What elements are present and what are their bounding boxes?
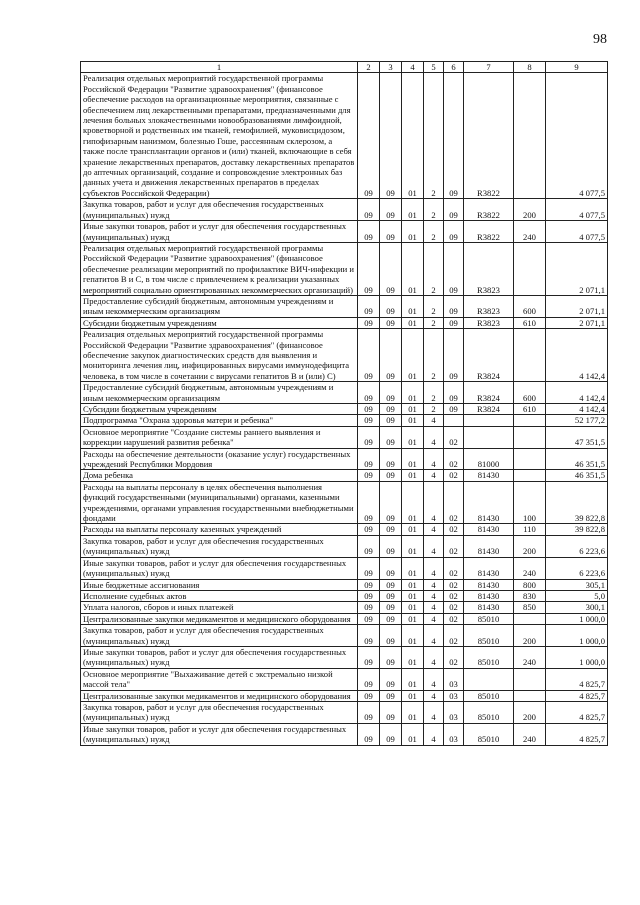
code-cell: 600 bbox=[514, 382, 546, 404]
code-cell: 01 bbox=[402, 524, 424, 535]
amount-cell: 52 177,2 bbox=[546, 415, 608, 426]
code-cell: 09 bbox=[380, 524, 402, 535]
code-cell: 4 bbox=[424, 701, 444, 723]
code-cell bbox=[514, 448, 546, 470]
code-cell: 240 bbox=[514, 221, 546, 243]
code-cell: 09 bbox=[380, 535, 402, 557]
code-cell: 09 bbox=[380, 404, 402, 415]
amount-cell: 5,0 bbox=[546, 590, 608, 601]
code-cell: 09 bbox=[380, 73, 402, 199]
code-cell: 09 bbox=[358, 701, 380, 723]
code-cell bbox=[514, 73, 546, 199]
code-cell: 09 bbox=[358, 470, 380, 481]
code-cell: 09 bbox=[358, 415, 380, 426]
code-cell: 09 bbox=[444, 242, 464, 295]
code-cell: 09 bbox=[380, 448, 402, 470]
code-cell: 01 bbox=[402, 668, 424, 690]
code-cell: 01 bbox=[402, 535, 424, 557]
amount-cell: 2 071,1 bbox=[546, 242, 608, 295]
code-cell: 200 bbox=[514, 535, 546, 557]
code-cell: R3822 bbox=[464, 221, 514, 243]
code-cell: 4 bbox=[424, 646, 444, 668]
code-cell bbox=[444, 415, 464, 426]
code-cell: 4 bbox=[424, 415, 444, 426]
amount-cell: 6 223,6 bbox=[546, 557, 608, 579]
table-row bbox=[81, 448, 608, 470]
row-name: Закупка товаров, работ и услуг для обеспечения государственных (муниципальных) нужд bbox=[81, 701, 358, 723]
code-cell: 09 bbox=[380, 625, 402, 647]
code-cell: 81430 bbox=[464, 579, 514, 590]
row-name: Дома ребенка bbox=[81, 470, 358, 481]
code-cell bbox=[514, 242, 546, 295]
code-cell: 09 bbox=[358, 404, 380, 415]
code-cell: 09 bbox=[358, 613, 380, 624]
code-cell: 110 bbox=[514, 524, 546, 535]
code-cell: 81000 bbox=[464, 448, 514, 470]
table-row bbox=[81, 613, 608, 624]
code-cell: 2 bbox=[424, 221, 444, 243]
amount-cell: 39 822,8 bbox=[546, 524, 608, 535]
code-cell: 85010 bbox=[464, 690, 514, 701]
row-name: Субсидии бюджетным учреждениям bbox=[81, 317, 358, 328]
code-cell: 4 bbox=[424, 557, 444, 579]
code-cell: 01 bbox=[402, 590, 424, 601]
code-cell: 09 bbox=[380, 295, 402, 317]
code-cell: 01 bbox=[402, 199, 424, 221]
table-row bbox=[81, 426, 608, 448]
code-cell: 85010 bbox=[464, 723, 514, 745]
code-cell: 2 bbox=[424, 73, 444, 199]
code-cell: R3823 bbox=[464, 242, 514, 295]
amount-cell: 1 000,0 bbox=[546, 613, 608, 624]
row-name: Закупка товаров, работ и услуг для обеспечения государственных (муниципальных) нужд bbox=[81, 199, 358, 221]
code-cell: 09 bbox=[380, 723, 402, 745]
code-cell bbox=[464, 415, 514, 426]
code-cell: 09 bbox=[380, 590, 402, 601]
row-name: Закупка товаров, работ и услуг для обеспечения государственных (муниципальных) нужд bbox=[81, 535, 358, 557]
code-cell: 09 bbox=[380, 481, 402, 524]
code-cell: 01 bbox=[402, 73, 424, 199]
code-cell: 09 bbox=[358, 329, 380, 382]
amount-cell: 6 223,6 bbox=[546, 535, 608, 557]
table-row bbox=[81, 481, 608, 524]
code-cell: 09 bbox=[358, 723, 380, 745]
amount-cell: 4 077,5 bbox=[546, 221, 608, 243]
code-cell: 03 bbox=[444, 701, 464, 723]
code-cell: 81430 bbox=[464, 481, 514, 524]
table-row bbox=[81, 404, 608, 415]
row-name: Реализация отдельных мероприятий государственной программы Российской Федерации "Развитие здравоохранения" (финансовое обеспечение расходов на организационные мероприятия, связанные с обеспечением лиц лекарственными препаратами, предназначенными для лечения больных злокачественными новообразованиями лимфоидной, кроветворной и родственных им тканей, гемофилией, муковисцидозом, гипофизарным нанизмом, болезнью Гоше, рассеянным склерозом, а также после трансплантации органов и (или) тканей, включающие в себя хранение лекарственных препаратов, доставку лекарственных препаратов до аптечных организаций, создание и сопровождение электронных баз данных учета и движения лекарственных препаратов в пределах субъектов Российской Федерации) bbox=[81, 73, 358, 199]
amount-cell: 4 825,7 bbox=[546, 723, 608, 745]
table-row bbox=[81, 590, 608, 601]
code-cell: 02 bbox=[444, 535, 464, 557]
code-cell: 09 bbox=[380, 221, 402, 243]
code-cell: 09 bbox=[444, 329, 464, 382]
code-cell: 09 bbox=[380, 668, 402, 690]
code-cell: 01 bbox=[402, 242, 424, 295]
amount-cell: 1 000,0 bbox=[546, 625, 608, 647]
code-cell: 09 bbox=[358, 426, 380, 448]
code-cell: 4 bbox=[424, 602, 444, 613]
code-cell: 81430 bbox=[464, 535, 514, 557]
table-row bbox=[81, 625, 608, 647]
code-cell: 01 bbox=[402, 317, 424, 328]
header-cell: 2 bbox=[358, 62, 380, 73]
code-cell: 85010 bbox=[464, 701, 514, 723]
code-cell: 600 bbox=[514, 295, 546, 317]
code-cell: 01 bbox=[402, 448, 424, 470]
code-cell: 240 bbox=[514, 646, 546, 668]
code-cell: 02 bbox=[444, 579, 464, 590]
code-cell: 09 bbox=[358, 668, 380, 690]
table-row bbox=[81, 646, 608, 668]
code-cell: 09 bbox=[380, 613, 402, 624]
row-name: Централизованные закупки медикаментов и медицинского оборудования bbox=[81, 613, 358, 624]
code-cell: 09 bbox=[358, 73, 380, 199]
code-cell: 09 bbox=[358, 625, 380, 647]
code-cell: 85010 bbox=[464, 613, 514, 624]
code-cell: 01 bbox=[402, 221, 424, 243]
code-cell: 01 bbox=[402, 470, 424, 481]
code-cell: 09 bbox=[358, 242, 380, 295]
table-row bbox=[81, 317, 608, 328]
code-cell: 100 bbox=[514, 481, 546, 524]
code-cell: 01 bbox=[402, 382, 424, 404]
code-cell: 09 bbox=[358, 557, 380, 579]
amount-cell: 2 071,1 bbox=[546, 317, 608, 328]
amount-cell: 46 351,5 bbox=[546, 470, 608, 481]
code-cell: 01 bbox=[402, 404, 424, 415]
amount-cell: 4 142,4 bbox=[546, 382, 608, 404]
table-row bbox=[81, 199, 608, 221]
code-cell: 01 bbox=[402, 723, 424, 745]
code-cell: 01 bbox=[402, 415, 424, 426]
amount-cell: 46 351,5 bbox=[546, 448, 608, 470]
code-cell: 09 bbox=[380, 701, 402, 723]
code-cell: 2 bbox=[424, 242, 444, 295]
table-row bbox=[81, 524, 608, 535]
code-cell: 01 bbox=[402, 646, 424, 668]
code-cell: 03 bbox=[444, 690, 464, 701]
code-cell: 09 bbox=[358, 295, 380, 317]
table-row bbox=[81, 73, 608, 199]
code-cell: 01 bbox=[402, 602, 424, 613]
code-cell: 09 bbox=[380, 415, 402, 426]
page-number: 98 bbox=[593, 32, 607, 47]
code-cell: 2 bbox=[424, 317, 444, 328]
table-row bbox=[81, 242, 608, 295]
code-cell: 850 bbox=[514, 602, 546, 613]
code-cell: 09 bbox=[380, 646, 402, 668]
amount-cell: 4 142,4 bbox=[546, 329, 608, 382]
code-cell bbox=[464, 426, 514, 448]
row-name: Реализация отдельных мероприятий государственной программы Российской Федерации "Развитие здравоохранения" (финансовое обеспечение закупок диагностических средств для выявления и мониторинга лечения лиц, инфицированных вирусами иммунодефицита человека, в том числе в сочетании с вирусами гепатитов В и (или) С) bbox=[81, 329, 358, 382]
code-cell: 09 bbox=[358, 448, 380, 470]
code-cell: 09 bbox=[380, 470, 402, 481]
code-cell: 01 bbox=[402, 701, 424, 723]
table-row bbox=[81, 602, 608, 613]
table-row bbox=[81, 690, 608, 701]
code-cell: 800 bbox=[514, 579, 546, 590]
code-cell: 09 bbox=[444, 317, 464, 328]
table-row bbox=[81, 557, 608, 579]
code-cell: 02 bbox=[444, 524, 464, 535]
code-cell: 02 bbox=[444, 646, 464, 668]
code-cell: R3823 bbox=[464, 317, 514, 328]
amount-cell: 4 077,5 bbox=[546, 73, 608, 199]
row-name: Предоставление субсидий бюджетным, автономным учреждениям и иным некоммерческим организациям bbox=[81, 382, 358, 404]
code-cell: 09 bbox=[380, 690, 402, 701]
code-cell: 81430 bbox=[464, 524, 514, 535]
code-cell: 81430 bbox=[464, 590, 514, 601]
code-cell: 09 bbox=[444, 404, 464, 415]
code-cell: 09 bbox=[380, 242, 402, 295]
code-cell: 4 bbox=[424, 470, 444, 481]
row-name: Иные бюджетные ассигнования bbox=[81, 579, 358, 590]
amount-cell: 2 071,1 bbox=[546, 295, 608, 317]
header-cell: 9 bbox=[546, 62, 608, 73]
code-cell: 85010 bbox=[464, 646, 514, 668]
row-name: Предоставление субсидий бюджетным, автономным учреждениям и иным некоммерческим организациям bbox=[81, 295, 358, 317]
code-cell: 09 bbox=[444, 295, 464, 317]
code-cell: 81430 bbox=[464, 470, 514, 481]
code-cell: 09 bbox=[358, 382, 380, 404]
code-cell: 02 bbox=[444, 557, 464, 579]
code-cell: 09 bbox=[380, 602, 402, 613]
code-cell: 09 bbox=[444, 221, 464, 243]
code-cell: 09 bbox=[358, 524, 380, 535]
code-cell: 4 bbox=[424, 524, 444, 535]
code-cell: 4 bbox=[424, 448, 444, 470]
row-name: Иные закупки товаров, работ и услуг для обеспечения государственных (муниципальных) нужд bbox=[81, 557, 358, 579]
code-cell: 4 bbox=[424, 668, 444, 690]
amount-cell: 305,1 bbox=[546, 579, 608, 590]
code-cell: 240 bbox=[514, 723, 546, 745]
code-cell: 02 bbox=[444, 625, 464, 647]
row-name: Реализация отдельных мероприятий государственной программы Российской Федерации "Развитие здравоохранения" (финансовое обеспечение реализации мероприятий по профилактике ВИЧ-инфекции и гепатитов В и С, в том числе с привлечением к реализации указанных мероприятий социально ориентированных некоммерческих организаций) bbox=[81, 242, 358, 295]
table-row bbox=[81, 579, 608, 590]
code-cell: R3823 bbox=[464, 295, 514, 317]
code-cell: 830 bbox=[514, 590, 546, 601]
row-name: Уплата налогов, сборов и иных платежей bbox=[81, 602, 358, 613]
header-cell: 5 bbox=[424, 62, 444, 73]
header-cell: 7 bbox=[464, 62, 514, 73]
amount-cell: 4 825,7 bbox=[546, 701, 608, 723]
code-cell: 2 bbox=[424, 295, 444, 317]
code-cell: 09 bbox=[380, 317, 402, 328]
code-cell: 09 bbox=[358, 481, 380, 524]
table-row bbox=[81, 470, 608, 481]
amount-cell: 4 825,7 bbox=[546, 668, 608, 690]
table-body bbox=[81, 73, 608, 745]
amount-cell: 47 351,5 bbox=[546, 426, 608, 448]
budget-table bbox=[80, 61, 608, 746]
code-cell bbox=[514, 668, 546, 690]
code-cell: 2 bbox=[424, 329, 444, 382]
code-cell: 02 bbox=[444, 590, 464, 601]
code-cell: 4 bbox=[424, 535, 444, 557]
header-cell: 1 bbox=[81, 62, 358, 73]
table-row bbox=[81, 295, 608, 317]
code-cell: 09 bbox=[358, 221, 380, 243]
code-cell bbox=[514, 415, 546, 426]
code-cell: 09 bbox=[358, 535, 380, 557]
code-cell: R3824 bbox=[464, 329, 514, 382]
table-row bbox=[81, 701, 608, 723]
code-cell: 09 bbox=[358, 579, 380, 590]
row-name: Иные закупки товаров, работ и услуг для обеспечения государственных (муниципальных) нужд bbox=[81, 221, 358, 243]
code-cell: 240 bbox=[514, 557, 546, 579]
code-cell: 03 bbox=[444, 723, 464, 745]
row-name: Субсидии бюджетным учреждениям bbox=[81, 404, 358, 415]
header-cell: 6 bbox=[444, 62, 464, 73]
code-cell bbox=[514, 329, 546, 382]
row-name: Иные закупки товаров, работ и услуг для обеспечения государственных (муниципальных) нужд bbox=[81, 723, 358, 745]
code-cell: 4 bbox=[424, 625, 444, 647]
code-cell: 610 bbox=[514, 317, 546, 328]
code-cell: 09 bbox=[380, 199, 402, 221]
code-cell: 01 bbox=[402, 557, 424, 579]
code-cell bbox=[464, 668, 514, 690]
code-cell: 09 bbox=[358, 602, 380, 613]
code-cell: 01 bbox=[402, 690, 424, 701]
row-name: Расходы на выплаты персоналу казенных учреждений bbox=[81, 524, 358, 535]
code-cell: 02 bbox=[444, 448, 464, 470]
code-cell bbox=[514, 470, 546, 481]
row-name: Расходы на выплаты персоналу в целях обеспечения выполнения функций государственными (муниципальными) органами, казенными учреждениями, органами управления государственными внебюджетными фондами bbox=[81, 481, 358, 524]
code-cell: 81430 bbox=[464, 557, 514, 579]
code-cell: 610 bbox=[514, 404, 546, 415]
table-row bbox=[81, 535, 608, 557]
code-cell: 09 bbox=[358, 199, 380, 221]
code-cell: 200 bbox=[514, 701, 546, 723]
code-cell: 4 bbox=[424, 690, 444, 701]
amount-cell: 4 142,4 bbox=[546, 404, 608, 415]
row-name: Расходы на обеспечение деятельности (оказание услуг) государственных учреждений Республики Мордовия bbox=[81, 448, 358, 470]
row-name: Основное мероприятие "Выхаживание детей с экстремально низкой массой тела" bbox=[81, 668, 358, 690]
header-cell: 4 bbox=[402, 62, 424, 73]
code-cell: 2 bbox=[424, 382, 444, 404]
code-cell: R3824 bbox=[464, 382, 514, 404]
code-cell: 200 bbox=[514, 199, 546, 221]
code-cell: R3822 bbox=[464, 73, 514, 199]
code-cell: 01 bbox=[402, 329, 424, 382]
code-cell: 02 bbox=[444, 602, 464, 613]
code-cell: 01 bbox=[402, 481, 424, 524]
row-name: Подпрограмма "Охрана здоровья матери и ребенка" bbox=[81, 415, 358, 426]
code-cell: 09 bbox=[380, 426, 402, 448]
code-cell: 09 bbox=[358, 690, 380, 701]
row-name: Иные закупки товаров, работ и услуг для обеспечения государственных (муниципальных) нужд bbox=[81, 646, 358, 668]
code-cell bbox=[514, 426, 546, 448]
code-cell: 09 bbox=[380, 329, 402, 382]
code-cell: 4 bbox=[424, 613, 444, 624]
table-row bbox=[81, 329, 608, 382]
code-cell: 2 bbox=[424, 199, 444, 221]
code-cell: 02 bbox=[444, 470, 464, 481]
row-name: Основное мероприятие "Создание системы раннего выявления и коррекции нарушений развития ребенка" bbox=[81, 426, 358, 448]
table-row bbox=[81, 668, 608, 690]
code-cell: 02 bbox=[444, 613, 464, 624]
code-cell: 09 bbox=[358, 317, 380, 328]
row-name: Исполнение судебных актов bbox=[81, 590, 358, 601]
row-name: Закупка товаров, работ и услуг для обеспечения государственных (муниципальных) нужд bbox=[81, 625, 358, 647]
code-cell: 02 bbox=[444, 481, 464, 524]
code-cell: 02 bbox=[444, 426, 464, 448]
code-cell: 81430 bbox=[464, 602, 514, 613]
code-cell: 09 bbox=[380, 579, 402, 590]
table-row bbox=[81, 382, 608, 404]
code-cell: 4 bbox=[424, 590, 444, 601]
code-cell: 4 bbox=[424, 723, 444, 745]
code-cell: R3824 bbox=[464, 404, 514, 415]
code-cell: 09 bbox=[444, 73, 464, 199]
code-cell bbox=[514, 613, 546, 624]
code-cell: 2 bbox=[424, 404, 444, 415]
code-cell: 09 bbox=[444, 382, 464, 404]
code-cell: 4 bbox=[424, 426, 444, 448]
row-name: Централизованные закупки медикаментов и медицинского оборудования bbox=[81, 690, 358, 701]
code-cell: 09 bbox=[358, 646, 380, 668]
code-cell: 09 bbox=[380, 382, 402, 404]
code-cell: 200 bbox=[514, 625, 546, 647]
amount-cell: 1 000,0 bbox=[546, 646, 608, 668]
header-cell: 3 bbox=[380, 62, 402, 73]
code-cell: 01 bbox=[402, 625, 424, 647]
code-cell: 01 bbox=[402, 295, 424, 317]
table-row bbox=[81, 221, 608, 243]
amount-cell: 4 825,7 bbox=[546, 690, 608, 701]
amount-cell: 4 077,5 bbox=[546, 199, 608, 221]
code-cell: 01 bbox=[402, 613, 424, 624]
code-cell: 01 bbox=[402, 426, 424, 448]
amount-cell: 300,1 bbox=[546, 602, 608, 613]
code-cell: 09 bbox=[380, 557, 402, 579]
table-row bbox=[81, 723, 608, 745]
amount-cell: 39 822,8 bbox=[546, 481, 608, 524]
code-cell: 09 bbox=[444, 199, 464, 221]
header-row bbox=[81, 62, 608, 73]
code-cell: 85010 bbox=[464, 625, 514, 647]
code-cell: 01 bbox=[402, 579, 424, 590]
code-cell: 4 bbox=[424, 481, 444, 524]
code-cell: 09 bbox=[358, 590, 380, 601]
code-cell: 4 bbox=[424, 579, 444, 590]
code-cell: 03 bbox=[444, 668, 464, 690]
code-cell: R3822 bbox=[464, 199, 514, 221]
table-row bbox=[81, 415, 608, 426]
header-cell: 8 bbox=[514, 62, 546, 73]
code-cell bbox=[514, 690, 546, 701]
